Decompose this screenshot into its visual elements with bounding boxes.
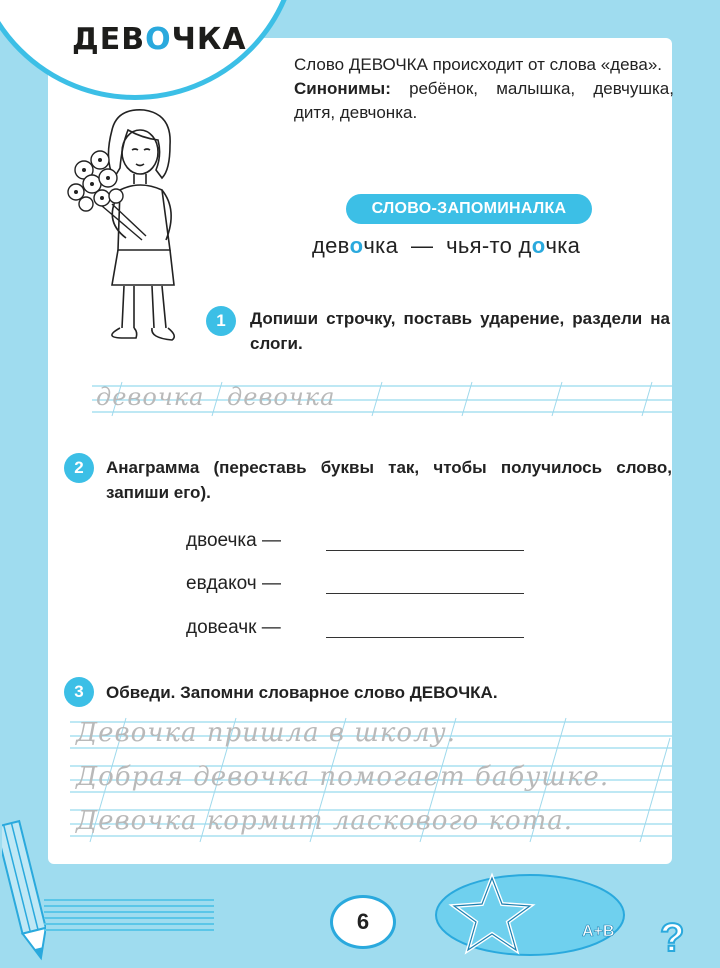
task-1-text: Допиши строчку, поставь ударение, раздели на слоги. (250, 309, 670, 353)
answer-line[interactable] (326, 593, 524, 594)
memo-word-part: чка (363, 233, 399, 258)
task-3-number: 3 (64, 677, 94, 707)
anagram-word: евдакоч — (186, 573, 281, 594)
synonyms-label: Синонимы: (294, 79, 391, 98)
task-1-number: 1 (206, 306, 236, 336)
trace-line[interactable]: Девочка пришла в школу. (76, 718, 456, 748)
memo-word-part: чья-то д (446, 233, 532, 258)
decorative-corner (669, 3, 720, 50)
task-3-text: Обведи. Запомни словарное слово ДЕВОЧКА. (106, 683, 498, 702)
memo-highlight: о (349, 233, 364, 258)
word-origin: Слово ДЕВОЧКА происходит от слова «дева». (294, 55, 663, 74)
answer-line[interactable] (326, 550, 524, 551)
title-part: ЧКА (171, 22, 247, 57)
page-number: 6 (330, 895, 396, 949)
decorative-stripes (44, 896, 214, 936)
trace-line[interactable]: Добрая девочка помогает бабушке. (76, 762, 610, 792)
memo-highlight: о (531, 233, 546, 258)
task-2-number: 2 (64, 453, 94, 483)
task-2-text: Анаграмма (переставь буквы так, чтобы получилось слово, запиши его). (106, 458, 672, 502)
memo-badge: СЛОВО-ЗАПОМИНАЛКА (346, 194, 592, 224)
anagram-word: довеачк — (186, 617, 281, 638)
title-part: ДЕВ (72, 22, 146, 57)
page-title (72, 22, 247, 57)
task-1-cursive: девочка девочка (96, 383, 336, 411)
girl-illustration (62, 100, 202, 350)
pencil-icon (2, 812, 46, 968)
title-accent-letter: О (145, 22, 172, 57)
trace-line[interactable]: Девочка кормит ласкового кота. (76, 806, 574, 836)
answer-line[interactable] (326, 637, 524, 638)
ab-label: А+В (582, 923, 615, 940)
memo-dash: — (410, 233, 434, 258)
synonyms (294, 77, 674, 125)
synonyms-list: ребёнок, малышка, девчушка, дитя, девчонка. (294, 79, 674, 122)
intro-text (294, 53, 674, 125)
anagram-word: двоечка — (186, 530, 281, 551)
question-mark-icon: ? (660, 916, 685, 960)
memo-word-part: чка (545, 233, 581, 258)
memo-word-part: дев (312, 233, 350, 258)
star-badge-icon (432, 872, 628, 958)
memo-phrase (312, 233, 642, 259)
